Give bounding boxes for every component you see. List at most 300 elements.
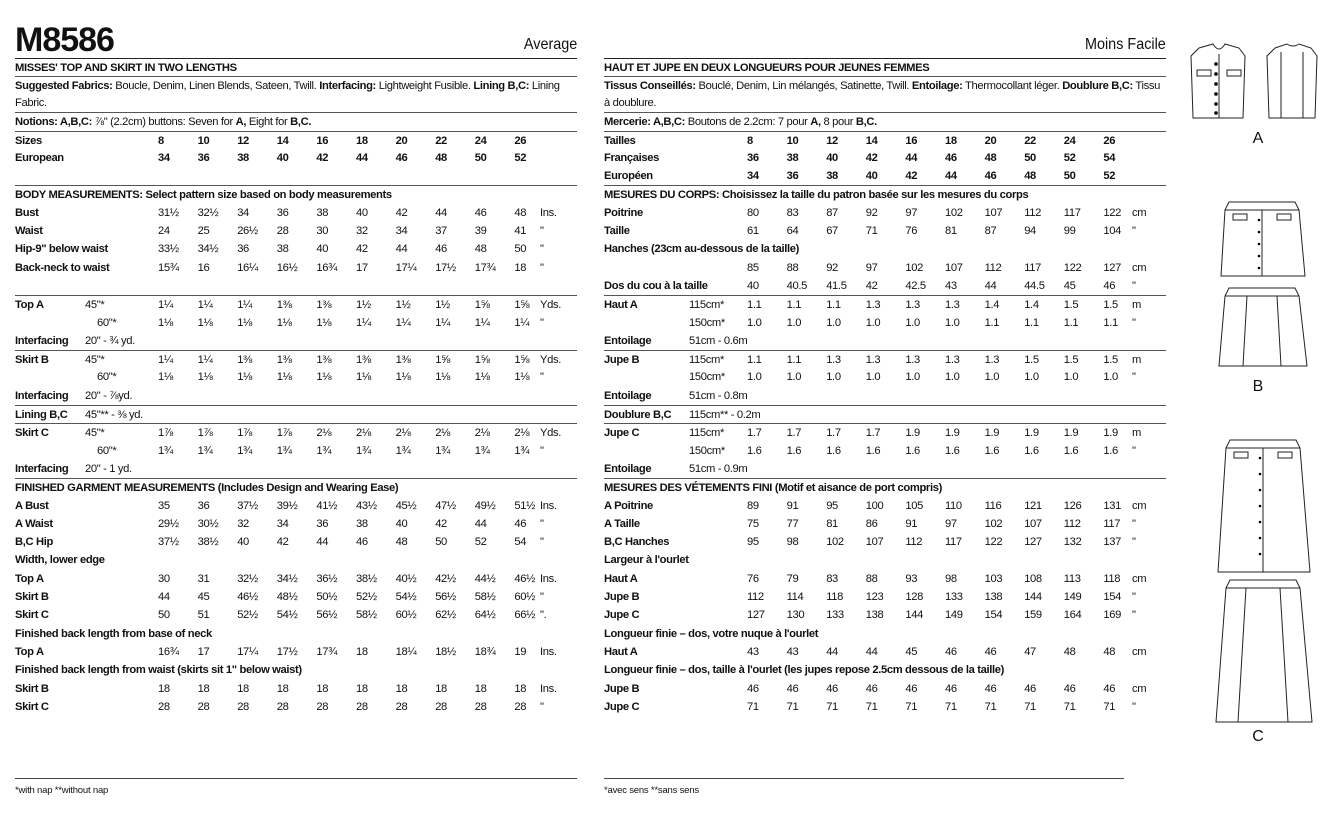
table-cell: 40 <box>356 206 368 219</box>
table-cell: 1.0 <box>905 371 920 384</box>
fabric-width: 60"* <box>97 316 117 329</box>
table-cell: 46 <box>984 170 997 183</box>
table-cell: 18 <box>356 682 368 695</box>
unit-label: " <box>540 591 544 604</box>
fr-difficulty-level: Moins Facile <box>1085 36 1166 53</box>
table-cell: 48 <box>395 536 408 549</box>
table-cell: 1.6 <box>905 444 920 457</box>
table-cell: 67 <box>826 225 838 238</box>
table-cell: 1.6 <box>984 444 1000 457</box>
table-cell: 1.5 <box>1103 299 1118 312</box>
table-cell: 130 <box>786 609 805 622</box>
table-cell: 18¼ <box>395 645 417 658</box>
table-row <box>15 680 577 698</box>
table-cell: 16 <box>197 261 210 274</box>
table-cell: 36 <box>197 499 210 512</box>
table-cell: 48 <box>435 151 447 164</box>
text-run: Entoilage: <box>911 80 963 93</box>
fabric-width: 60"* <box>97 444 117 457</box>
yardage-row <box>15 423 577 441</box>
table-cell: 48 <box>1024 170 1036 183</box>
row-label: Skirt B <box>15 354 49 367</box>
section-title <box>604 185 1166 203</box>
table-cell: 38½ <box>356 572 377 585</box>
en-suggested-fabrics <box>15 76 577 112</box>
table-cell: 1.7 <box>786 427 802 440</box>
table-cell: 1.0 <box>984 371 1000 384</box>
en-footnote: *with nap **without nap <box>15 785 109 796</box>
table-cell: 46 <box>786 682 799 695</box>
table-cell: 1⅜ <box>276 299 292 312</box>
table-cell: 1.0 <box>865 316 881 329</box>
table-cell: 24 <box>1063 134 1076 147</box>
table-row <box>604 643 1166 661</box>
table-cell: 1.4 <box>1024 299 1039 312</box>
row-label: Dos du cou à la taille <box>604 279 708 292</box>
unit-label: cm <box>1132 682 1147 695</box>
table-cell: 64½ <box>474 609 496 622</box>
row-label: Haut A <box>604 645 638 658</box>
table-cell: 1.6 <box>826 444 841 457</box>
table-cell: 71 <box>1063 700 1076 713</box>
table-cell: 47½ <box>435 499 456 512</box>
table-cell: 18 <box>945 134 957 147</box>
table-cell: 18¾ <box>474 645 496 658</box>
table-cell: 1¼ <box>356 316 371 329</box>
table-cell: 76 <box>747 572 759 585</box>
text-run: Lining Fabric. <box>15 80 560 110</box>
table-row <box>15 131 577 149</box>
table-cell: 87 <box>984 225 997 238</box>
table-cell: 52½ <box>356 591 377 604</box>
table-cell: 42 <box>395 206 408 219</box>
table-cell: 49½ <box>474 499 496 512</box>
table-cell: 1⅝ <box>474 354 490 367</box>
table-cell: 16¾ <box>158 645 179 658</box>
section-title-text: Longueur finie – dos, votre nuque à l'ourlet <box>604 627 819 640</box>
table-cell: 16½ <box>276 261 298 274</box>
en-bottom-rule <box>15 778 577 779</box>
lining-value: 45"** - ⅜ yd. <box>85 409 143 422</box>
lining-row <box>15 405 577 423</box>
table-cell: 50 <box>158 609 170 622</box>
text-run: 8 pour <box>820 116 856 129</box>
table-cell: 1.4 <box>984 299 1000 312</box>
table-cell: 71 <box>747 700 759 713</box>
unit-label: " <box>1132 225 1136 238</box>
table-cell: 128 <box>905 591 924 604</box>
table-cell: 107 <box>984 206 1003 219</box>
table-cell: 1.0 <box>1103 371 1118 384</box>
table-cell: 1.6 <box>1063 444 1079 457</box>
table-cell: 1⅛ <box>514 371 530 384</box>
spacer <box>15 167 577 185</box>
table-cell: 88 <box>865 572 878 585</box>
table-cell: 1.0 <box>747 371 762 384</box>
table-cell: 1¾ <box>237 444 253 457</box>
unit-label: " <box>540 243 544 256</box>
text-run: Mercerie: A,B,C: <box>604 116 686 129</box>
table-cell: 1.7 <box>747 427 762 440</box>
yardage-row <box>15 350 577 368</box>
table-cell: 1.3 <box>945 299 960 312</box>
table-cell: 36 <box>316 517 329 530</box>
table-cell: 43 <box>945 279 957 292</box>
table-cell: 1¼ <box>237 299 253 312</box>
table-cell: 46½ <box>514 572 536 585</box>
table-cell: 88 <box>786 261 799 274</box>
row-label: Back-neck to waist <box>15 261 110 274</box>
section-title-text: Hanches (23cm au-dessous de la taille) <box>604 243 799 256</box>
pattern-number: M8586 <box>15 21 114 59</box>
interfacing-row <box>15 460 577 478</box>
table-cell: 110 <box>945 499 962 512</box>
table-cell: 46 <box>865 682 878 695</box>
row-label: Françaises <box>604 151 659 164</box>
row-label: Interfacing <box>15 462 69 475</box>
table-cell: 1½ <box>356 299 371 312</box>
table-cell: 71 <box>1103 700 1116 713</box>
unit-label: " <box>1132 444 1136 457</box>
table-cell: 28 <box>197 700 210 713</box>
table-cell: 1.0 <box>786 316 802 329</box>
table-cell: 32½ <box>237 572 258 585</box>
unit-label: m <box>1132 354 1141 367</box>
table-cell: 1.5 <box>1024 354 1039 367</box>
table-cell: 1⅝ <box>435 354 451 367</box>
table-row <box>604 497 1166 515</box>
text-run: Lightweight Fusible. <box>375 80 474 93</box>
table-cell: 58½ <box>474 591 496 604</box>
fabric-width: 150cm* <box>689 316 725 329</box>
table-cell: 44 <box>395 243 408 256</box>
text-run: Eight for <box>246 116 291 129</box>
table-cell: 1.7 <box>826 427 841 440</box>
table-cell: 40½ <box>395 572 417 585</box>
table-row <box>604 680 1166 698</box>
section-title <box>15 185 577 203</box>
table-cell: 30 <box>158 572 170 585</box>
table-cell: 17½ <box>276 645 298 658</box>
table-cell: 46 <box>356 536 368 549</box>
table-cell: 45 <box>1063 279 1076 292</box>
spacer <box>15 277 577 295</box>
row-label: Doublure B,C <box>604 409 672 422</box>
table-cell: 1⅛ <box>474 371 490 384</box>
table-cell: 28 <box>316 700 329 713</box>
text-run: Boucle, Denim, Linen Blends, Sateen, Twill. <box>112 80 320 93</box>
unit-label: m <box>1132 427 1141 440</box>
table-cell: 54 <box>1103 151 1116 164</box>
table-cell: 1⅛ <box>197 316 213 329</box>
table-cell: 1.3 <box>984 354 1000 367</box>
table-cell: 18 <box>435 682 447 695</box>
table-cell: 114 <box>786 591 804 604</box>
table-cell: 17 <box>356 261 368 274</box>
table-cell: 1.3 <box>865 354 881 367</box>
table-cell: 1.1 <box>747 354 762 367</box>
text-run: Interfacing: <box>319 80 376 93</box>
table-cell: 36 <box>786 170 799 183</box>
table-cell: 71 <box>945 700 957 713</box>
table-cell: 87 <box>826 206 838 219</box>
table-cell: 144 <box>905 609 924 622</box>
table-row <box>604 570 1166 588</box>
table-cell: 83 <box>826 572 838 585</box>
section-title-text: Finished back length from waist (skirts sit 1" below waist) <box>15 664 302 677</box>
interfacing-row <box>604 460 1166 478</box>
table-cell: 18 <box>276 682 289 695</box>
text-run: Boutons de 2.2cm: 7 pour <box>685 116 811 129</box>
table-cell: 47 <box>1024 645 1036 658</box>
table-cell: 1⅛ <box>158 316 173 329</box>
yardage-row <box>604 295 1166 313</box>
unit-label: Ins. <box>540 499 557 512</box>
table-row <box>604 131 1166 149</box>
table-cell: 36½ <box>316 572 338 585</box>
french-column <box>604 22 1166 716</box>
table-cell: 22 <box>435 134 447 147</box>
table-cell: 97 <box>865 261 878 274</box>
table-cell: 56½ <box>316 609 338 622</box>
table-cell: 1¼ <box>474 316 490 329</box>
table-cell: 17¾ <box>316 645 338 658</box>
table-cell: 62½ <box>435 609 456 622</box>
table-cell: 1.0 <box>786 371 802 384</box>
table-cell: 16 <box>316 134 329 147</box>
yardage-row <box>604 350 1166 368</box>
table-cell: 46 <box>945 682 957 695</box>
table-cell: 30 <box>316 225 329 238</box>
table-cell: 34 <box>395 225 408 238</box>
table-cell: 20 <box>395 134 408 147</box>
row-label: Européen <box>604 170 653 183</box>
table-cell: 71 <box>905 700 918 713</box>
section-title <box>15 478 577 496</box>
table-cell: 1⅜ <box>395 354 411 367</box>
table-cell: 17¾ <box>474 261 496 274</box>
yardage-row <box>604 442 1166 460</box>
unit-label: cm <box>1132 206 1147 219</box>
table-cell: 1.0 <box>826 371 841 384</box>
unit-label: " <box>540 700 544 713</box>
table-cell: 42 <box>316 151 329 164</box>
interfacing-row <box>15 332 577 350</box>
text-run: B,C. <box>290 116 312 129</box>
table-cell: 50 <box>435 536 447 549</box>
fr-header <box>604 22 1166 58</box>
table-cell: 36 <box>197 151 210 164</box>
table-cell: 35 <box>158 499 170 512</box>
table-cell: 71 <box>984 700 997 713</box>
table-cell: 94 <box>1024 225 1036 238</box>
unit-label: " <box>1132 536 1136 549</box>
table-cell: 46 <box>945 151 957 164</box>
table-cell: 36 <box>747 151 759 164</box>
table-cell: 71 <box>865 700 878 713</box>
table-cell: 92 <box>865 206 878 219</box>
table-cell: 19 <box>514 645 527 658</box>
table-cell: 18 <box>395 682 408 695</box>
table-cell: 1⅝ <box>514 299 530 312</box>
table-cell: 91 <box>905 517 918 530</box>
fabric-width: 115cm* <box>689 299 725 312</box>
table-cell: 18½ <box>435 645 456 658</box>
table-row <box>15 533 577 551</box>
table-cell: 18 <box>356 645 368 658</box>
table-cell: 26 <box>1103 134 1116 147</box>
table-cell: 46 <box>395 151 408 164</box>
table-cell: 2⅛ <box>474 427 490 440</box>
table-cell: 18 <box>158 682 170 695</box>
table-cell: 32 <box>237 517 249 530</box>
table-cell: 138 <box>984 591 1003 604</box>
table-cell: 164 <box>1063 609 1082 622</box>
unit-label: Ins. <box>540 206 557 219</box>
section-title-text: MESURES DES VÉTEMENTS FINI (Motif et aisance de port compris) <box>604 482 942 495</box>
table-cell: 10 <box>197 134 210 147</box>
table-cell: 1.6 <box>1024 444 1039 457</box>
table-cell: 30½ <box>197 517 219 530</box>
table-cell: 42.5 <box>905 279 926 292</box>
table-cell: 18 <box>237 682 249 695</box>
table-cell: 42 <box>276 536 289 549</box>
table-cell: 37½ <box>237 499 258 512</box>
fr-suggested-fabrics <box>604 76 1166 112</box>
table-cell: 95 <box>747 536 759 549</box>
unit-label: Yds. <box>540 354 561 367</box>
table-cell: 71 <box>786 700 799 713</box>
table-cell: 17¼ <box>395 261 417 274</box>
table-cell: 102 <box>826 536 844 549</box>
table-cell: 48 <box>1063 645 1076 658</box>
fr-footnote: *avec sens **sans sens <box>604 785 699 796</box>
table-cell: 31½ <box>158 206 179 219</box>
row-label: Jupe B <box>604 682 640 695</box>
row-label: Lining B,C <box>15 409 68 422</box>
table-cell: 1¾ <box>158 444 173 457</box>
table-row <box>604 259 1166 277</box>
table-cell: 71 <box>865 225 878 238</box>
unit-label: " <box>540 536 544 549</box>
table-cell: 46 <box>1103 682 1116 695</box>
table-cell: 29½ <box>158 517 179 530</box>
table-cell: 1⅛ <box>237 316 253 329</box>
table-cell: 1.0 <box>865 371 881 384</box>
table-cell: 40 <box>826 151 838 164</box>
table-cell: 92 <box>826 261 838 274</box>
table-cell: 1.1 <box>1063 316 1079 329</box>
table-cell: 1⅞ <box>197 427 213 440</box>
table-cell: 34 <box>237 206 249 219</box>
table-cell: 46 <box>1103 279 1116 292</box>
text-run: Suggested Fabrics: <box>15 80 113 93</box>
table-row <box>604 588 1166 606</box>
row-label: Skirt C <box>15 609 49 622</box>
fabric-width: 45"* <box>85 427 105 440</box>
text-run: Bouclé, Denim, Lin mélangés, Satinette, Twill. <box>695 80 912 93</box>
table-cell: 1⅛ <box>158 371 173 384</box>
table-cell: 1¼ <box>197 299 213 312</box>
table-cell: 133 <box>826 609 844 622</box>
unit-label: " <box>540 444 544 457</box>
interfacing-value: 51cm - 0.8m <box>689 389 748 402</box>
table-cell: 44 <box>984 279 997 292</box>
table-cell: 40 <box>865 170 878 183</box>
table-cell: 8 <box>158 134 164 147</box>
table-cell: 1.7 <box>865 427 881 440</box>
row-label: B,C Hip <box>15 536 53 549</box>
unit-label: Yds. <box>540 299 561 312</box>
text-run: Tissu à doublure. <box>604 80 1160 110</box>
table-cell: 12 <box>237 134 249 147</box>
table-cell: 1.3 <box>826 354 841 367</box>
table-cell: 1¾ <box>197 444 213 457</box>
table-cell: 1⅜ <box>316 299 332 312</box>
table-cell: 44 <box>865 645 878 658</box>
table-cell: 127 <box>1103 261 1122 274</box>
table-cell: 54½ <box>395 591 417 604</box>
section-title <box>604 661 1166 679</box>
text-run: Tissus Conseillés: <box>604 80 696 93</box>
table-cell: 80 <box>747 206 759 219</box>
fr-bottom-rule <box>604 778 1124 779</box>
table-cell: 1⅛ <box>435 371 451 384</box>
unit-label: " <box>1132 591 1136 604</box>
table-cell: 44 <box>316 536 329 549</box>
table-cell: 46 <box>514 517 527 530</box>
table-cell: 122 <box>1063 261 1082 274</box>
table-cell: 1⅛ <box>316 371 332 384</box>
table-cell: 95 <box>826 499 838 512</box>
table-cell: 38½ <box>197 536 219 549</box>
unit-label: " <box>540 517 544 530</box>
table-cell: 52 <box>1103 170 1116 183</box>
table-cell: 28 <box>276 700 289 713</box>
en-title: MISSES' TOP AND SKIRT IN TWO LENGTHS <box>15 58 577 76</box>
table-cell: 1.0 <box>1063 371 1079 384</box>
row-label: A Poitrine <box>604 499 653 512</box>
section-title-text: BODY MEASUREMENTS: Select pattern size based on body measurements <box>15 189 392 202</box>
table-cell: 41½ <box>316 499 338 512</box>
table-cell: 48 <box>474 243 487 256</box>
table-cell: 18 <box>514 261 527 274</box>
figure-b-label: B <box>1252 378 1264 395</box>
table-cell: 86 <box>865 517 878 530</box>
interfacing-value: 20" - ¾ yd. <box>85 334 135 347</box>
table-cell: 91 <box>786 499 799 512</box>
table-cell: 122 <box>1103 206 1122 219</box>
table-cell: 1.6 <box>786 444 802 457</box>
row-label: Poitrine <box>604 206 643 219</box>
table-cell: 85 <box>747 261 759 274</box>
table-cell: 46 <box>474 206 487 219</box>
table-row <box>604 167 1166 185</box>
table-cell: 1⅛ <box>276 316 292 329</box>
section-title-text: MESURES DU CORPS: Choisissez la taille du patron basée sur les mesures du corps <box>604 189 1029 202</box>
table-cell: 2⅛ <box>356 427 371 440</box>
table-cell: 121 <box>1024 499 1042 512</box>
lining-row <box>604 405 1166 423</box>
table-cell: 44 <box>435 206 447 219</box>
table-cell: 1⅛ <box>395 371 411 384</box>
table-cell: 54 <box>514 536 527 549</box>
table-cell: 43½ <box>356 499 377 512</box>
table-cell: 43 <box>747 645 759 658</box>
table-cell: 32 <box>356 225 368 238</box>
table-row <box>15 588 577 606</box>
table-cell: 42 <box>435 517 447 530</box>
